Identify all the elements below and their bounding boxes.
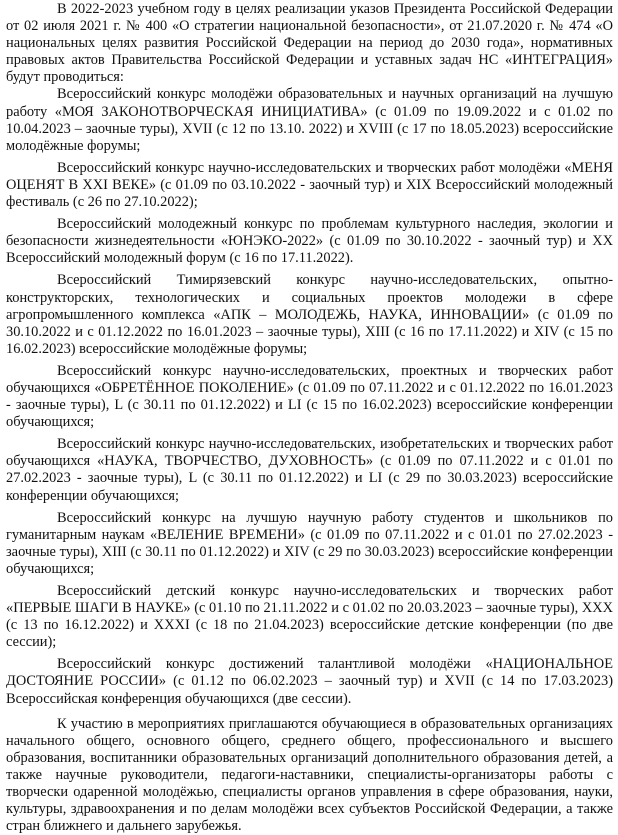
contest-paragraph-timiryazev: Всероссийский Тимирязевский конкурс научно-исследовательских, опытно-конструкторских, технологических и социальных проектов молодежи в сфере агропромышленного комплекса «АПК – МОЛОДЕЖЬ, НАУКА, ИННОВАЦИИ» (с 01.09 по 30.10.2022 и с 01.12.2022 по 16.01.2023 – заочные туры), XIII (с 16 по 17.11.2022) и XIV (с 15 по 16.02.2023) всероссийские молодёжные форумы; xyxy=(6,272,613,357)
contest-paragraph-found-generation: Всероссийский конкурс научно-исследовательских, проектных и творческих работ обучающихся «ОБРЕТЁННОЕ ПОКОЛЕНИЕ» (с 01.09 по 07.11.2022 и с 01.12.2022 по 16.01.2023 - заочные туры), L (с 30.11 по 01.12.2022) и LI (с 15 по 16.02.2023) всероссийские конференции обучающихся; xyxy=(6,362,613,431)
participants-paragraph: К участию в мероприятиях приглашаются обучающиеся в образовательных организациях начального общего, основного общего, среднего общего, профессионального и высшего образования, воспитанники образовательных организаций дополнительного образования детей, а также научные руководители, педагоги-наставники, специалисты-организаторы работы с творчески одаренной молодёжью, специалисты органов управления в сфере образования, науки, культуры, здравоохранения и по делам молодёжи всех субъектов Российской Федерации, а также стран ближнего и дальнего зарубежья. xyxy=(6,715,613,835)
document-page xyxy=(6,0,613,835)
contest-paragraph-xxi-century: Всероссийский конкурс научно-исследовательских и творческих работ молодёжи «МЕНЯ ОЦЕНЯТ В XXI ВЕКЕ» (с 01.09 по 03.10.2022 - заочный тур) и XIX Всероссийский молодежный фестиваль (с 26 по 27.10.2022); xyxy=(6,159,613,211)
contest-paragraph-science-creativity: Всероссийский конкурс научно-исследовательских, изобретательских и творческих работ обучающихся «НАУКА, ТВОРЧЕСТВО, ДУХОВНОСТЬ» (с 01.09 по 07.11.2022 и с 01.01 по 27.02.2023 - заочные туры), L (с 30.11 по 01.12.2022) и LI (с 29 по 30.03.2023) всероссийские конференции обучающихся; xyxy=(6,436,613,504)
intro-paragraph: В 2022-2023 учебном году в целях реализации указов Президента Российской Федерации от 02 июля 2021 г. № 400 «О стратегии национальной безопасности», от 21.07.2020 г. № 474 «О национальных целях развития Российской Федерации на период до 2030 года», нормативных правовых актов Правительства Российской Федерации и уставных задач НС «ИНТЕГРАЦИЯ» будут проводиться: xyxy=(6,1,613,86)
contest-paragraph-legislative-initiative: Всероссийский конкурс молодёжи образовательных и научных организаций на лучшую работу «МОЯ ЗАКОНОТВОРЧЕСКАЯ ИНИЦИАТИВА» (с 01.09 по 19.09.2022 и с 01.02 по 10.04.2023 – заочные туры), XVII (с 12 по 13.10. 2022) и XVIII (с 17 по 18.05.2023) всероссийские молодёжные форумы; xyxy=(6,86,613,154)
contest-paragraph-command-of-time: Всероссийский конкурс на лучшую научную работу студентов и школьников по гуманитарным наукам «ВЕЛЕНИЕ ВРЕМЕНИ» (с 01.09 по 07.11.2022 и с 01.01 по 27.02.2023 - заочные туры), XIII (с 30.11 по 01.12.2022) и XIV (с 29 по 30.03.2023) всероссийские конференции обучающихся; xyxy=(6,509,613,577)
contest-paragraph-yuneko: Всероссийский молодежный конкурс по проблемам культурного наследия, экологии и безопасности жизнедеятельности «ЮНЭКО-2022» (с 01.09 по 30.10.2022 - заочный тур) и XX Всероссийский молодежный форум (с 16 по 17.11.2022). xyxy=(6,216,613,267)
contest-paragraph-first-steps: Всероссийский детский конкурс научно-исследовательских и творческих работ «ПЕРВЫЕ ШАГИ В НАУКЕ» (с 01.10 по 21.11.2022 и с 01.02 по 20.03.2023 – заочные туры), XXX (с 13 по 16.12.2022) и XXXI (с 18 по 21.04.2023) всероссийские детские конференции (по две сессии); xyxy=(6,583,614,651)
contest-paragraph-national-heritage: Всероссийский конкурс достижений талантливой молодёжи «НАЦИОНАЛЬНОЕ ДОСТОЯНИЕ РОССИИ» (с 01.12 по 06.02.2023 – заочный тур) и XVII (с 14 по 17.03.2023) Всероссийская конференция обучающихся (две сессии). xyxy=(6,656,613,707)
